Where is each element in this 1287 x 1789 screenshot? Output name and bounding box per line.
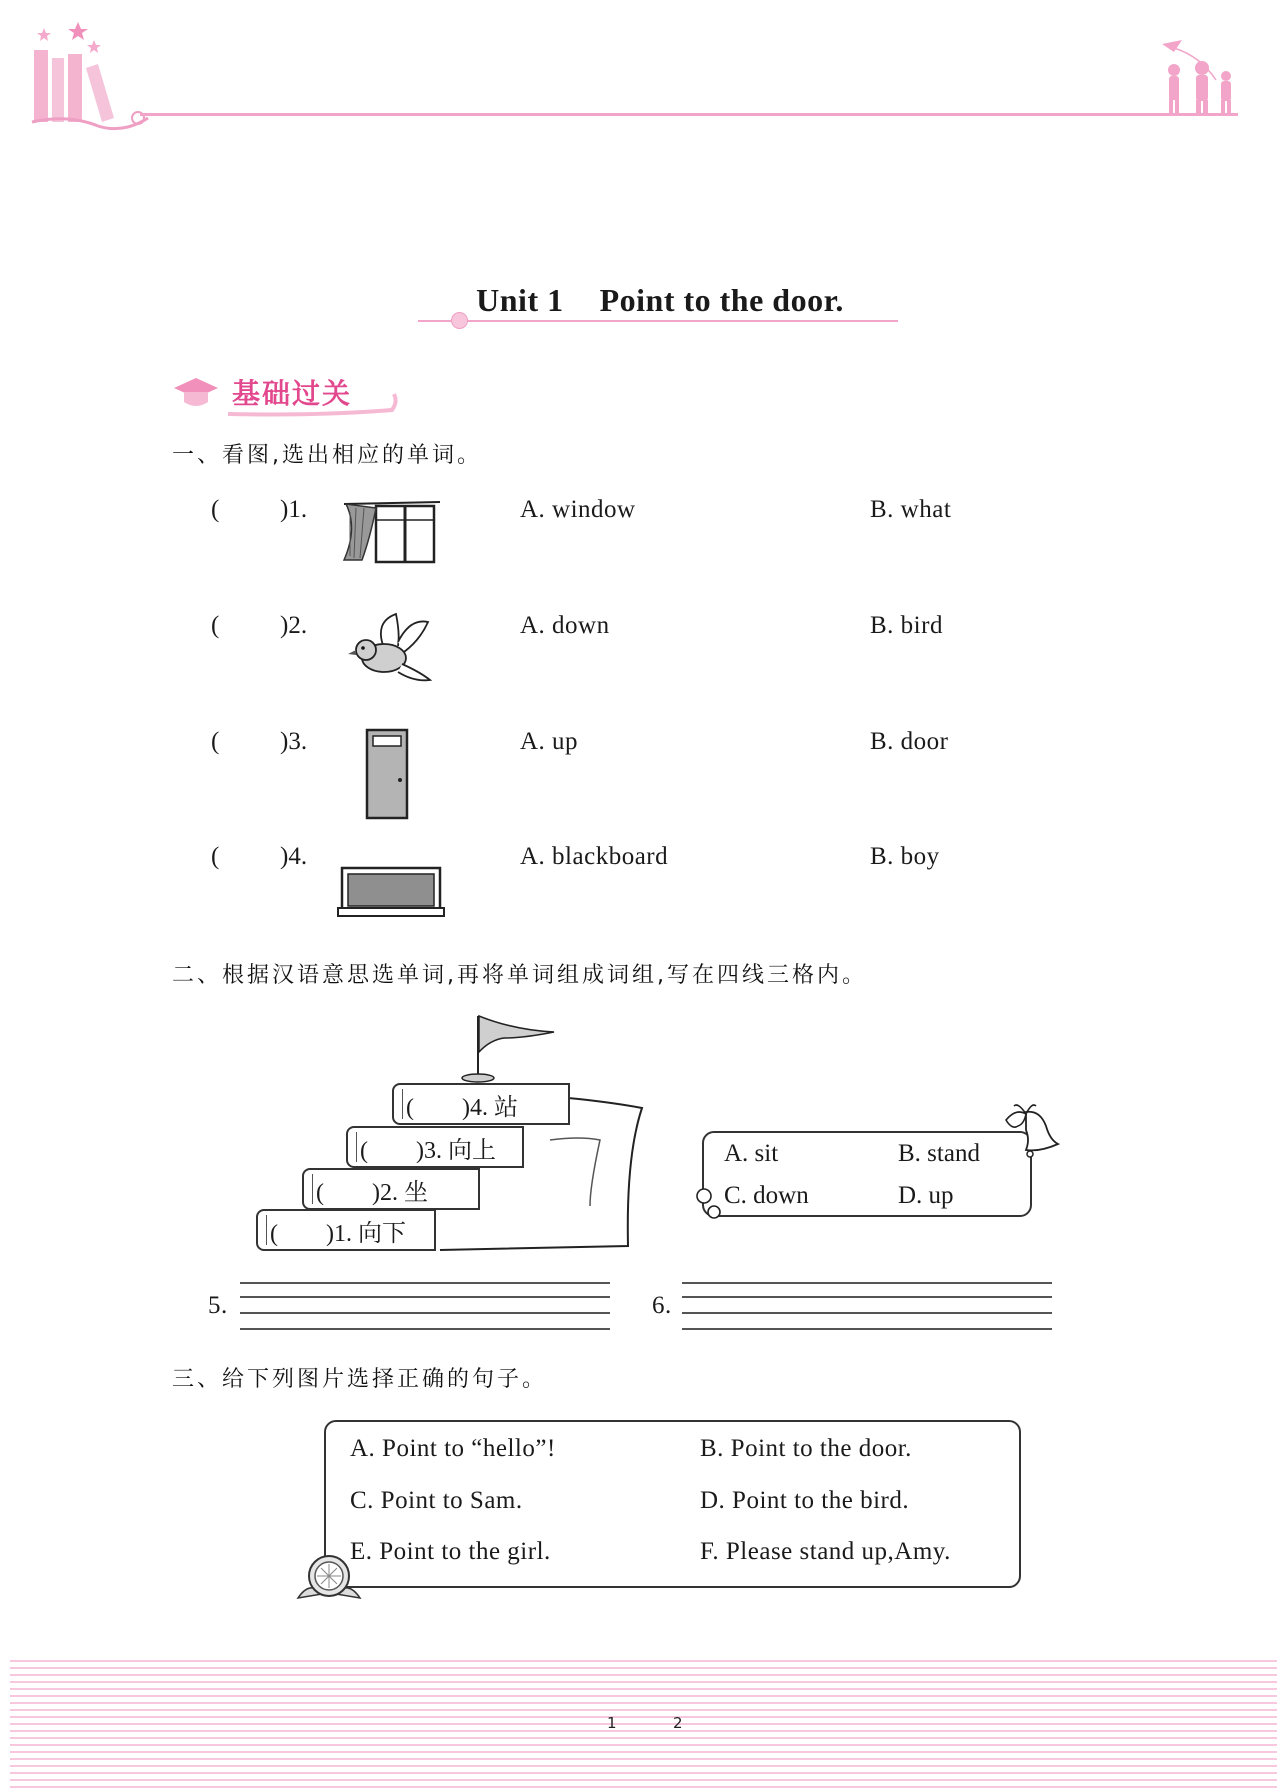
book-1-label: ( )1. 向下 (270, 1220, 406, 1247)
sentence-a: A. Point to “hello”! (350, 1435, 556, 1462)
line-number-6: 6. (652, 1292, 672, 1319)
title-dot-icon (451, 312, 468, 329)
footer-band (10, 1655, 1277, 1789)
option-b: B. bird (870, 612, 943, 639)
title-underline (418, 320, 898, 322)
header-books-decoration (28, 18, 153, 133)
part2-heading: 二、根据汉语意思选单词,再将单词组成词组,写在四线三格内。 (172, 963, 867, 988)
door-icon (364, 728, 410, 820)
four-line-grid-5[interactable] (240, 1282, 610, 1332)
book-2-label: ( )2. 坐 (316, 1179, 428, 1206)
unit-label: Unit 1 (476, 282, 564, 318)
page-number-right: 2 (673, 1714, 683, 1732)
page-number-left: 1 (607, 1714, 617, 1732)
word-option-d: D. up (898, 1182, 954, 1209)
sentence-e: E. Point to the girl. (350, 1538, 551, 1565)
word-option-b: B. stand (898, 1140, 980, 1167)
section-banner-label: 基础过关 (232, 377, 353, 410)
word-option-a: A. sit (724, 1140, 779, 1167)
option-b: B. what (870, 496, 952, 523)
sentence-f: F. Please stand up,Amy. (700, 1538, 951, 1565)
blackboard-icon (336, 866, 446, 920)
book-3 (346, 1126, 524, 1168)
answer-paren: ( (211, 728, 220, 755)
option-b: B. boy (870, 843, 940, 870)
window-icon (336, 498, 442, 566)
children-kite-decoration (1160, 38, 1242, 118)
option-b: B. door (870, 728, 949, 755)
part1-heading: 一、看图,选出相应的单词。 (172, 443, 482, 468)
book-1 (256, 1209, 436, 1251)
answer-paren: ( (211, 496, 220, 523)
unit-title-text: Point to the door. (599, 282, 844, 318)
word-option-c: C. down (724, 1182, 809, 1209)
answer-paren: ( (211, 612, 220, 639)
option-a: A. blackboard (520, 843, 669, 870)
four-line-grid-6[interactable] (682, 1282, 1052, 1332)
bell-icon (996, 1100, 1060, 1164)
header-line (140, 113, 1238, 116)
unit-title (420, 282, 900, 319)
sentence-d: D. Point to the bird. (700, 1487, 910, 1514)
option-a: A. up (520, 728, 579, 755)
flag-icon (454, 1012, 558, 1084)
question-number: )3. (280, 728, 308, 755)
sentence-c: C. Point to Sam. (350, 1487, 523, 1514)
sentence-b: B. Point to the door. (700, 1435, 912, 1462)
question-number: )1. (280, 496, 308, 523)
curl-decoration (694, 1186, 724, 1222)
book-3-label: ( )3. 向上 (360, 1137, 496, 1164)
book-2 (302, 1168, 480, 1210)
option-a: A. down (520, 612, 610, 639)
book-4-label: ( )4. 站 (406, 1094, 518, 1121)
question-number: )2. (280, 612, 308, 639)
book-4 (392, 1083, 570, 1125)
line-number-5: 5. (208, 1292, 228, 1319)
part3-heading: 三、给下列图片选择正确的句子。 (172, 1367, 548, 1392)
option-a: A. window (520, 496, 636, 523)
badge-icon (292, 1550, 366, 1604)
question-number: )4. (280, 843, 308, 870)
answer-paren: ( (211, 843, 220, 870)
bird-icon (344, 612, 434, 688)
